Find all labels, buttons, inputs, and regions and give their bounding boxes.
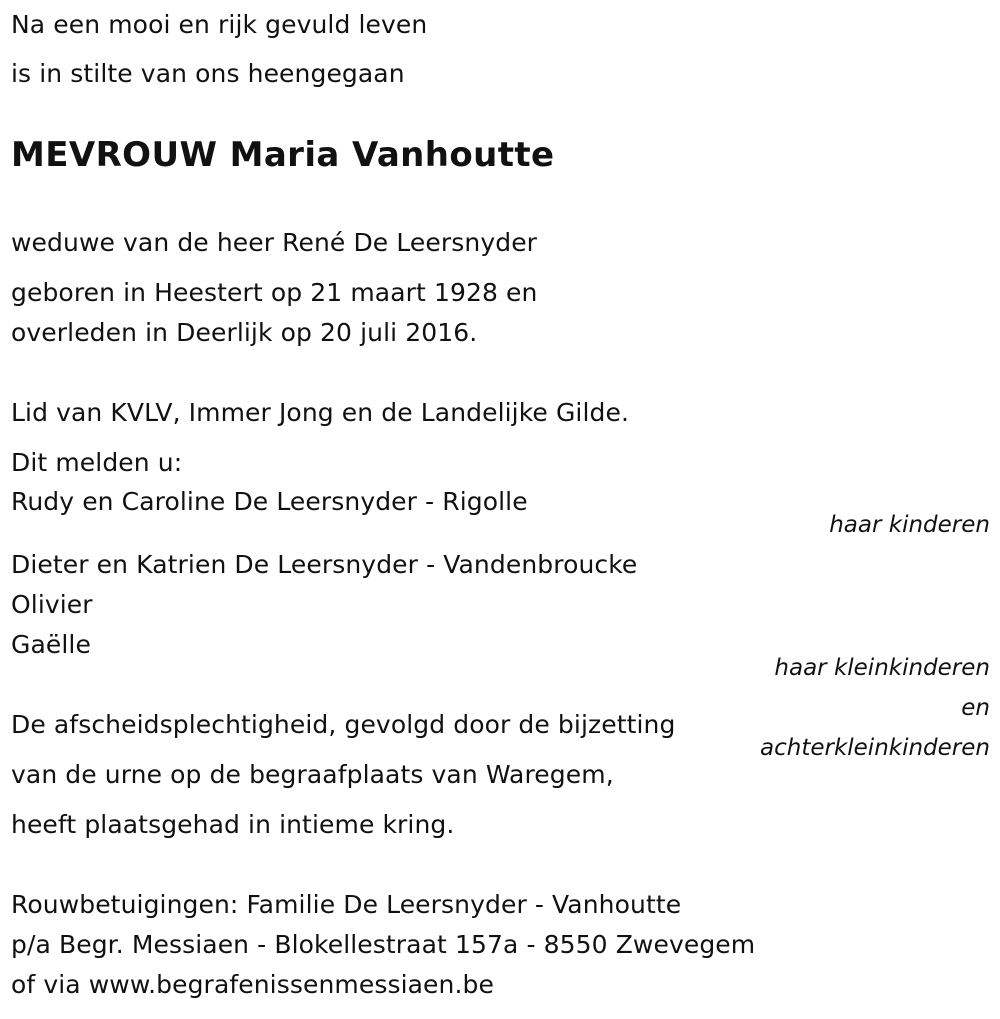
- contact-line-1: Rouwbetuigingen: Familie De Leersnyder - Vanhoutte: [11, 890, 682, 919]
- announcement-lead: Dit melden u:: [11, 448, 183, 477]
- child-line-1: Rudy en Caroline De Leersnyder - Rigolle: [11, 487, 528, 516]
- ceremony-line-2: van de urne op de begraafplaats van Waregem,: [11, 760, 614, 789]
- grandchildren-label-line-2: en: [961, 695, 990, 721]
- grandchild-line-2: Gaëlle: [11, 630, 91, 659]
- deceased-name: MEVROUW Maria Vanhoutte: [11, 135, 555, 175]
- contact-line-2: p/a Begr. Messiaen - Blokellestraat 157a - 8550 Zwevegem: [11, 930, 756, 959]
- membership-line: Lid van KVLV, Immer Jong en de Landelijke Gilde.: [11, 398, 630, 427]
- grandchildren-label-line-3: achterkleinkinderen: [760, 735, 990, 761]
- contact-website: of via www.begrafenissenmessiaen.be: [11, 970, 494, 999]
- birth-line: geboren in Heestert op 21 maart 1928 en: [11, 278, 538, 307]
- death-line: overleden in Deerlijk op 20 juli 2016.: [11, 318, 478, 347]
- intro-line-1: Na een mooi en rijk gevuld leven: [11, 10, 428, 39]
- ceremony-line-1: De afscheidsplechtigheid, gevolgd door de bijzetting: [11, 710, 676, 739]
- children-label: haar kinderen: [829, 512, 990, 538]
- ceremony-line-3: heeft plaatsgehad in intieme kring.: [11, 810, 455, 839]
- grandchildren-label-line-1: haar kleinkinderen: [774, 655, 990, 681]
- spouse-line: weduwe van de heer René De Leersnyder: [11, 228, 538, 257]
- intro-line-2: is in stilte van ons heengegaan: [11, 59, 405, 88]
- grandchild-line-1: Olivier: [11, 590, 93, 619]
- child-line-2: Dieter en Katrien De Leersnyder - Vandenbroucke: [11, 550, 638, 579]
